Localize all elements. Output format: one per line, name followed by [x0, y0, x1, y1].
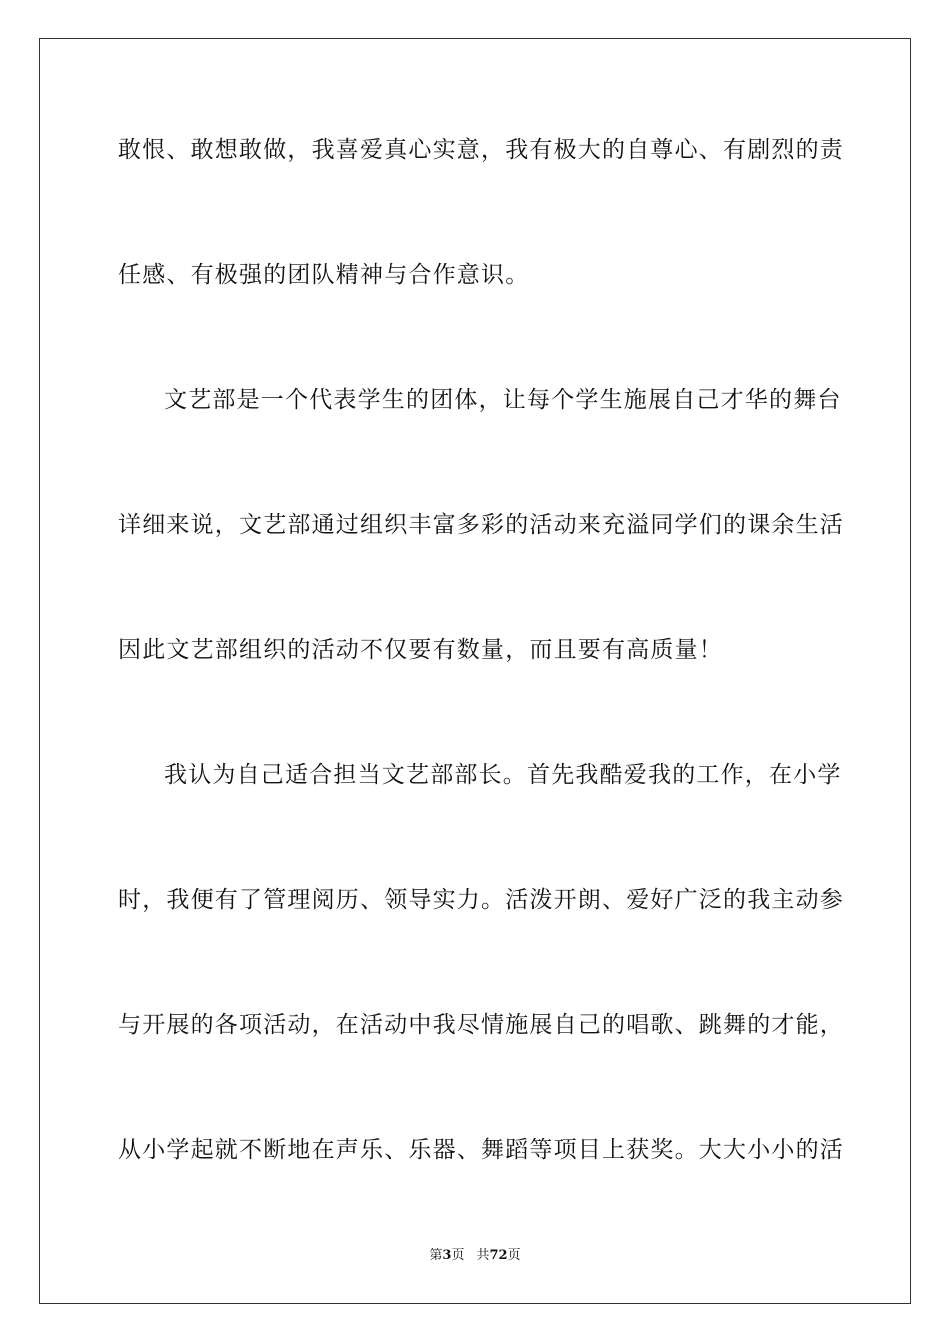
total-prefix: 共: [476, 1248, 490, 1263]
page-number: 3: [442, 1248, 452, 1263]
text-line-7: 时，我便有了管理阅历、领导实力。活泼开朗、爱好广泛的我主动参: [118, 887, 844, 913]
text-line-4: 详细来说，文艺部通过组织丰富多彩的活动来充溢同学们的课余生活: [118, 512, 844, 538]
text-line-5: 因此文艺部组织的活动不仅要有数量，而且要有高质量！: [118, 637, 723, 663]
text-line-1: 敢恨、敢想敢做，我喜爱真心实意，我有极大的自尊心、有剧烈的责: [118, 137, 844, 163]
page-border: [39, 38, 911, 1304]
page-suffix: 页: [451, 1248, 465, 1263]
page-footer: [0, 1247, 950, 1265]
text-line-3: 文艺部是一个代表学生的团体，让每个学生施展自己才华的舞台: [164, 387, 842, 413]
text-line-9: 从小学起就不断地在声乐、乐器、舞蹈等项目上获奖。大大小小的活: [118, 1137, 844, 1163]
text-line-6: 我认为自己适合担当文艺部部长。首先我酷爱我的工作，在小学: [164, 762, 842, 788]
page-prefix: 第: [429, 1248, 443, 1263]
total-pages: 72: [489, 1248, 508, 1263]
text-line-2: 任感、有极强的团队精神与合作意识。: [118, 262, 530, 288]
total-suffix: 页: [507, 1248, 521, 1263]
text-line-8: 与开展的各项活动，在活动中我尽情施展自己的唱歌、跳舞的才能，: [118, 1012, 844, 1038]
